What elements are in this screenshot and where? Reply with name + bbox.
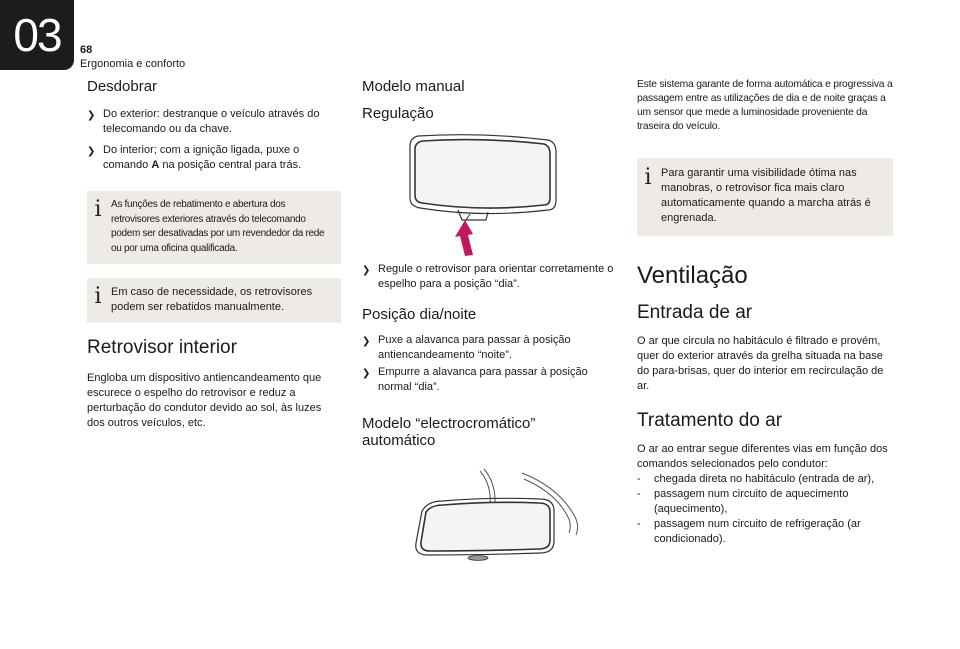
mirror-mount-line [484, 469, 495, 505]
posicao-title: Posição dia/noite [362, 306, 477, 323]
list-item [87, 107, 341, 137]
list-item: - passagem num circuito de refrigeração (ar condicionado). [637, 517, 893, 547]
posicao-item-2: Empurre a alavanca para passar à posição normal “dia”. [378, 366, 588, 393]
column-2 [362, 78, 617, 569]
section-name: Ergonomia e conforto [80, 58, 186, 70]
manual-mirror-illustration [362, 128, 617, 260]
bullet-arrow-icon: ❯ [362, 336, 371, 347]
list-item [362, 365, 617, 395]
electrochromic-mirror-illustration [362, 449, 617, 569]
info-icon: i [644, 165, 652, 190]
desdobrar-title: Desdobrar [87, 78, 158, 95]
desdobrar-item-1: Do exterior: destranque o veículo através do telecomando ou da chave. [103, 108, 320, 135]
list-item: - chegada direta no habitáculo (entrada de ar), [637, 473, 875, 485]
info-note-2 [87, 278, 341, 323]
list-item: - passagem num circuito de aquecimento (aquecimento), [637, 487, 893, 517]
tratamento-text: O ar ao entrar segue diferentes vias em função dos comandos selecionados pelo condutor: [637, 443, 888, 470]
ventilacao-title: Ventilação [637, 262, 748, 289]
entrada-text: O ar que circula no habitáculo é filtrado e provém, quer do exterior através da grelha situada na base do para-brisas, quer do interior em recirculação de ar. [637, 335, 884, 392]
column-1 [87, 78, 341, 443]
retrovisor-text: Engloba um dispositivo antiencandeamento que escurece o espelho do retrovisor e reduz a perturbação do condutor devido ao sol, às luzes dos outros veículos, etc. [87, 372, 322, 429]
list-item [362, 333, 617, 363]
note-2-text: Em caso de necessidade, os retrovisores podem ser rebatidos manualmente. [111, 286, 313, 313]
manual-title: Modelo manual [362, 78, 465, 95]
mirror-lever [458, 210, 488, 220]
bullet-arrow-icon: ❯ [362, 265, 371, 276]
desdobrar-item-2-tail: na posição central para trás. [162, 159, 302, 171]
bullet-arrow-icon: ❯ [362, 368, 371, 379]
sensor-icon [468, 556, 488, 561]
info-icon: i [94, 197, 102, 222]
chapter-number: 03 [13, 9, 61, 61]
info-icon: i [94, 284, 102, 309]
note-3-text: Para garantir uma visibilidade ótima nas manobras, o retrovisor fica mais claro automaticamente quando a marcha atrás é engrenada. [661, 167, 871, 224]
page-number: 68 [80, 44, 93, 56]
note-1-text: As funções de rebatimento e abertura dos retrovisores exteriores através do telecomando podem ser desativadas por um revendedor da rede ou por uma oficina qualificada. [111, 199, 325, 254]
tratamento-item-2: passagem num circuito de aquecimento (aquecimento), [654, 488, 849, 515]
lever-arrow-icon [455, 220, 473, 256]
bullet-arrow-icon: ❯ [87, 110, 96, 121]
electro-title-line-2: automático [362, 432, 436, 449]
tratamento-title: Tratamento do ar [637, 410, 783, 431]
electro-intro-text: Este sistema garante de forma automática e progressiva a passagem entre as utilizações de dia e de noite graças a um sensor que mede a luminosidade proveniente da traseira do veículo. [637, 79, 893, 132]
info-note-1 [87, 191, 341, 264]
desdobrar-item-2-text: Do interior; com a ignição ligada, puxe o comando [103, 144, 300, 171]
regulacao-item: Regule o retrovisor para orientar corretamente o espelho para a posição “dia”. [378, 263, 614, 290]
tratamento-item-3: passagem num circuito de refrigeração (ar condicionado). [654, 518, 861, 545]
lever-tab [466, 214, 470, 220]
list-item [87, 143, 341, 173]
column-3 [637, 78, 893, 547]
tratamento-item-1: chegada direta no habitáculo (entrada de ar), [654, 473, 875, 485]
list-item [362, 262, 617, 292]
electro-title [362, 415, 617, 449]
electro-title-line-1: Modelo “electrocromático” [362, 415, 536, 432]
entrada-title: Entrada de ar [637, 302, 753, 323]
info-note-3 [637, 158, 893, 236]
mirror-glass [415, 140, 550, 209]
mirror-glass [421, 502, 550, 551]
retrovisor-title: Retrovisor interior [87, 337, 237, 358]
desdobrar-item-2 [103, 143, 341, 173]
command-letter: A [151, 159, 160, 171]
chapter-tab [0, 0, 74, 70]
regulacao-title: Regulação [362, 105, 434, 122]
bullet-arrow-icon: ❯ [87, 146, 96, 157]
posicao-item-1: Puxe a alavanca para passar à posição antiencandeamento “noite”. [378, 334, 571, 361]
